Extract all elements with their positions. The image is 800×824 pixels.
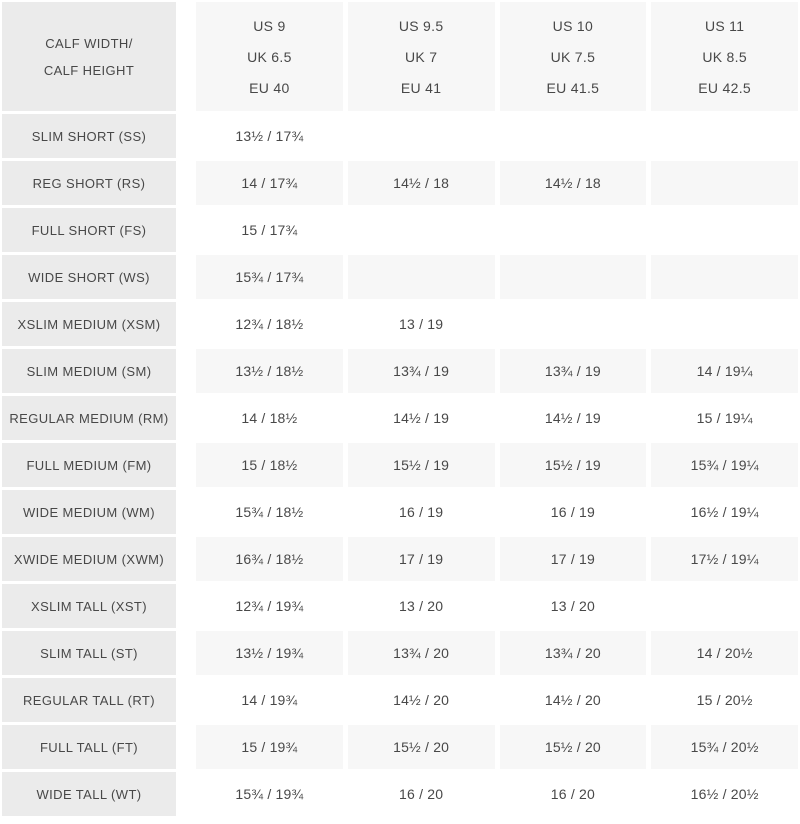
table-row-wide-medium: [2, 490, 798, 534]
column-header-us11: [651, 2, 798, 111]
table-header-row: [2, 2, 798, 111]
size-value: 17 / 19: [348, 537, 495, 581]
size-value: 14½ / 19: [348, 396, 495, 440]
size-value: 13¾ / 19: [500, 349, 647, 393]
table-row-reg-short: [2, 161, 798, 205]
size-value: [500, 255, 647, 299]
size-value: 12¾ / 19¾: [196, 584, 343, 628]
us-size-label: US 9.5: [398, 18, 444, 34]
size-value: 13¾ / 20: [500, 631, 647, 675]
table-row-slim-short: [2, 114, 798, 158]
table-row-full-medium: [2, 443, 798, 487]
size-value: [651, 584, 798, 628]
column-header-us9: [196, 2, 343, 111]
table-row-xslim-tall: [2, 584, 798, 628]
us-size-label: US 10: [552, 18, 594, 34]
row-label: SLIM TALL (ST): [2, 631, 176, 675]
size-value: [348, 114, 495, 158]
table-row-wide-short: [2, 255, 798, 299]
size-value: 15½ / 20: [500, 725, 647, 769]
size-value: 15 / 19¾: [196, 725, 343, 769]
corner-label-line-1: CALF WIDTH/: [45, 35, 133, 51]
size-value: [651, 302, 798, 346]
size-value: 15½ / 20: [348, 725, 495, 769]
size-value: 14 / 18½: [196, 396, 343, 440]
size-value: 14½ / 20: [500, 678, 647, 722]
eu-size-label: EU 41.5: [546, 80, 600, 96]
size-value: [651, 255, 798, 299]
size-value: 13½ / 19¾: [196, 631, 343, 675]
table-row-xwide-medium: [2, 537, 798, 581]
size-value: [348, 255, 495, 299]
size-value: 15 / 19¼: [651, 396, 798, 440]
size-value: 15 / 20½: [651, 678, 798, 722]
size-value: 15¾ / 19¾: [196, 772, 343, 816]
corner-label-line-2: CALF HEIGHT: [43, 62, 135, 78]
size-value: 16 / 19: [500, 490, 647, 534]
size-value: [651, 208, 798, 252]
table-row-wide-tall: [2, 772, 798, 816]
size-value: 15¾ / 17¾: [196, 255, 343, 299]
size-value: [348, 208, 495, 252]
size-value: 15 / 18½: [196, 443, 343, 487]
size-value: 15¾ / 20½: [651, 725, 798, 769]
uk-size-label: UK 6.5: [247, 49, 292, 65]
size-value: 15½ / 19: [500, 443, 647, 487]
row-label: WIDE TALL (WT): [2, 772, 176, 816]
row-label: REG SHORT (RS): [2, 161, 176, 205]
size-value: 15 / 17¾: [196, 208, 343, 252]
size-value: 16½ / 20½: [651, 772, 798, 816]
row-label: WIDE SHORT (WS): [2, 255, 176, 299]
table-row-regular-medium: [2, 396, 798, 440]
size-value: [651, 161, 798, 205]
size-value: 16½ / 19¼: [651, 490, 798, 534]
uk-size-label: UK 7.5: [550, 49, 596, 65]
size-value: 13½ / 18½: [196, 349, 343, 393]
eu-size-label: EU 42.5: [698, 80, 751, 96]
table-row-full-short: [2, 208, 798, 252]
size-value: 13¾ / 19: [348, 349, 495, 393]
size-value: [500, 208, 647, 252]
row-label: SLIM MEDIUM (SM): [2, 349, 176, 393]
corner-header-cell: [2, 2, 176, 111]
size-value: [500, 114, 647, 158]
row-label: FULL TALL (FT): [2, 725, 176, 769]
column-header-us10: [500, 2, 647, 111]
size-value: 13 / 20: [348, 584, 495, 628]
table-row-slim-medium: [2, 349, 798, 393]
size-value: 17½ / 19¼: [651, 537, 798, 581]
table-row-xslim-medium: [2, 302, 798, 346]
row-label: XWIDE MEDIUM (XWM): [2, 537, 176, 581]
size-value: 16¾ / 18½: [196, 537, 343, 581]
size-value: 14 / 17¾: [196, 161, 343, 205]
size-value: 14½ / 19: [500, 396, 647, 440]
size-value: 14 / 19¾: [196, 678, 343, 722]
size-value: 13½ / 17¾: [196, 114, 343, 158]
size-value: 13¾ / 20: [348, 631, 495, 675]
row-label: REGULAR MEDIUM (RM): [2, 396, 176, 440]
eu-size-label: EU 41: [400, 80, 442, 96]
size-value: 14 / 20½: [651, 631, 798, 675]
table-row-regular-tall: [2, 678, 798, 722]
table-row-slim-tall: [2, 631, 798, 675]
eu-size-label: EU 40: [249, 80, 290, 96]
size-value: 17 / 19: [500, 537, 647, 581]
row-label: SLIM SHORT (SS): [2, 114, 176, 158]
row-label: REGULAR TALL (RT): [2, 678, 176, 722]
row-label: FULL SHORT (FS): [2, 208, 176, 252]
row-label: XSLIM TALL (XST): [2, 584, 176, 628]
size-value: 13 / 20: [500, 584, 647, 628]
size-value: [651, 114, 798, 158]
size-value: 16 / 19: [348, 490, 495, 534]
size-value: 14 / 19¼: [651, 349, 798, 393]
uk-size-label: UK 7: [404, 49, 438, 65]
size-value: 14½ / 18: [500, 161, 647, 205]
size-value: 16 / 20: [500, 772, 647, 816]
us-size-label: US 11: [704, 18, 745, 34]
size-value: 14½ / 20: [348, 678, 495, 722]
size-value: 15½ / 19: [348, 443, 495, 487]
column-header-us9-5: [348, 2, 495, 111]
size-value: 14½ / 18: [348, 161, 495, 205]
size-value: 15¾ / 18½: [196, 490, 343, 534]
size-value: 16 / 20: [348, 772, 495, 816]
size-value: [500, 302, 647, 346]
us-size-label: US 9: [253, 18, 286, 34]
row-label: FULL MEDIUM (FM): [2, 443, 176, 487]
row-label: WIDE MEDIUM (WM): [2, 490, 176, 534]
size-value: 12¾ / 18½: [196, 302, 343, 346]
size-value: 13 / 19: [348, 302, 495, 346]
uk-size-label: UK 8.5: [702, 49, 747, 65]
size-value: 15¾ / 19¼: [651, 443, 798, 487]
row-label: XSLIM MEDIUM (XSM): [2, 302, 176, 346]
table-row-full-tall: [2, 725, 798, 769]
